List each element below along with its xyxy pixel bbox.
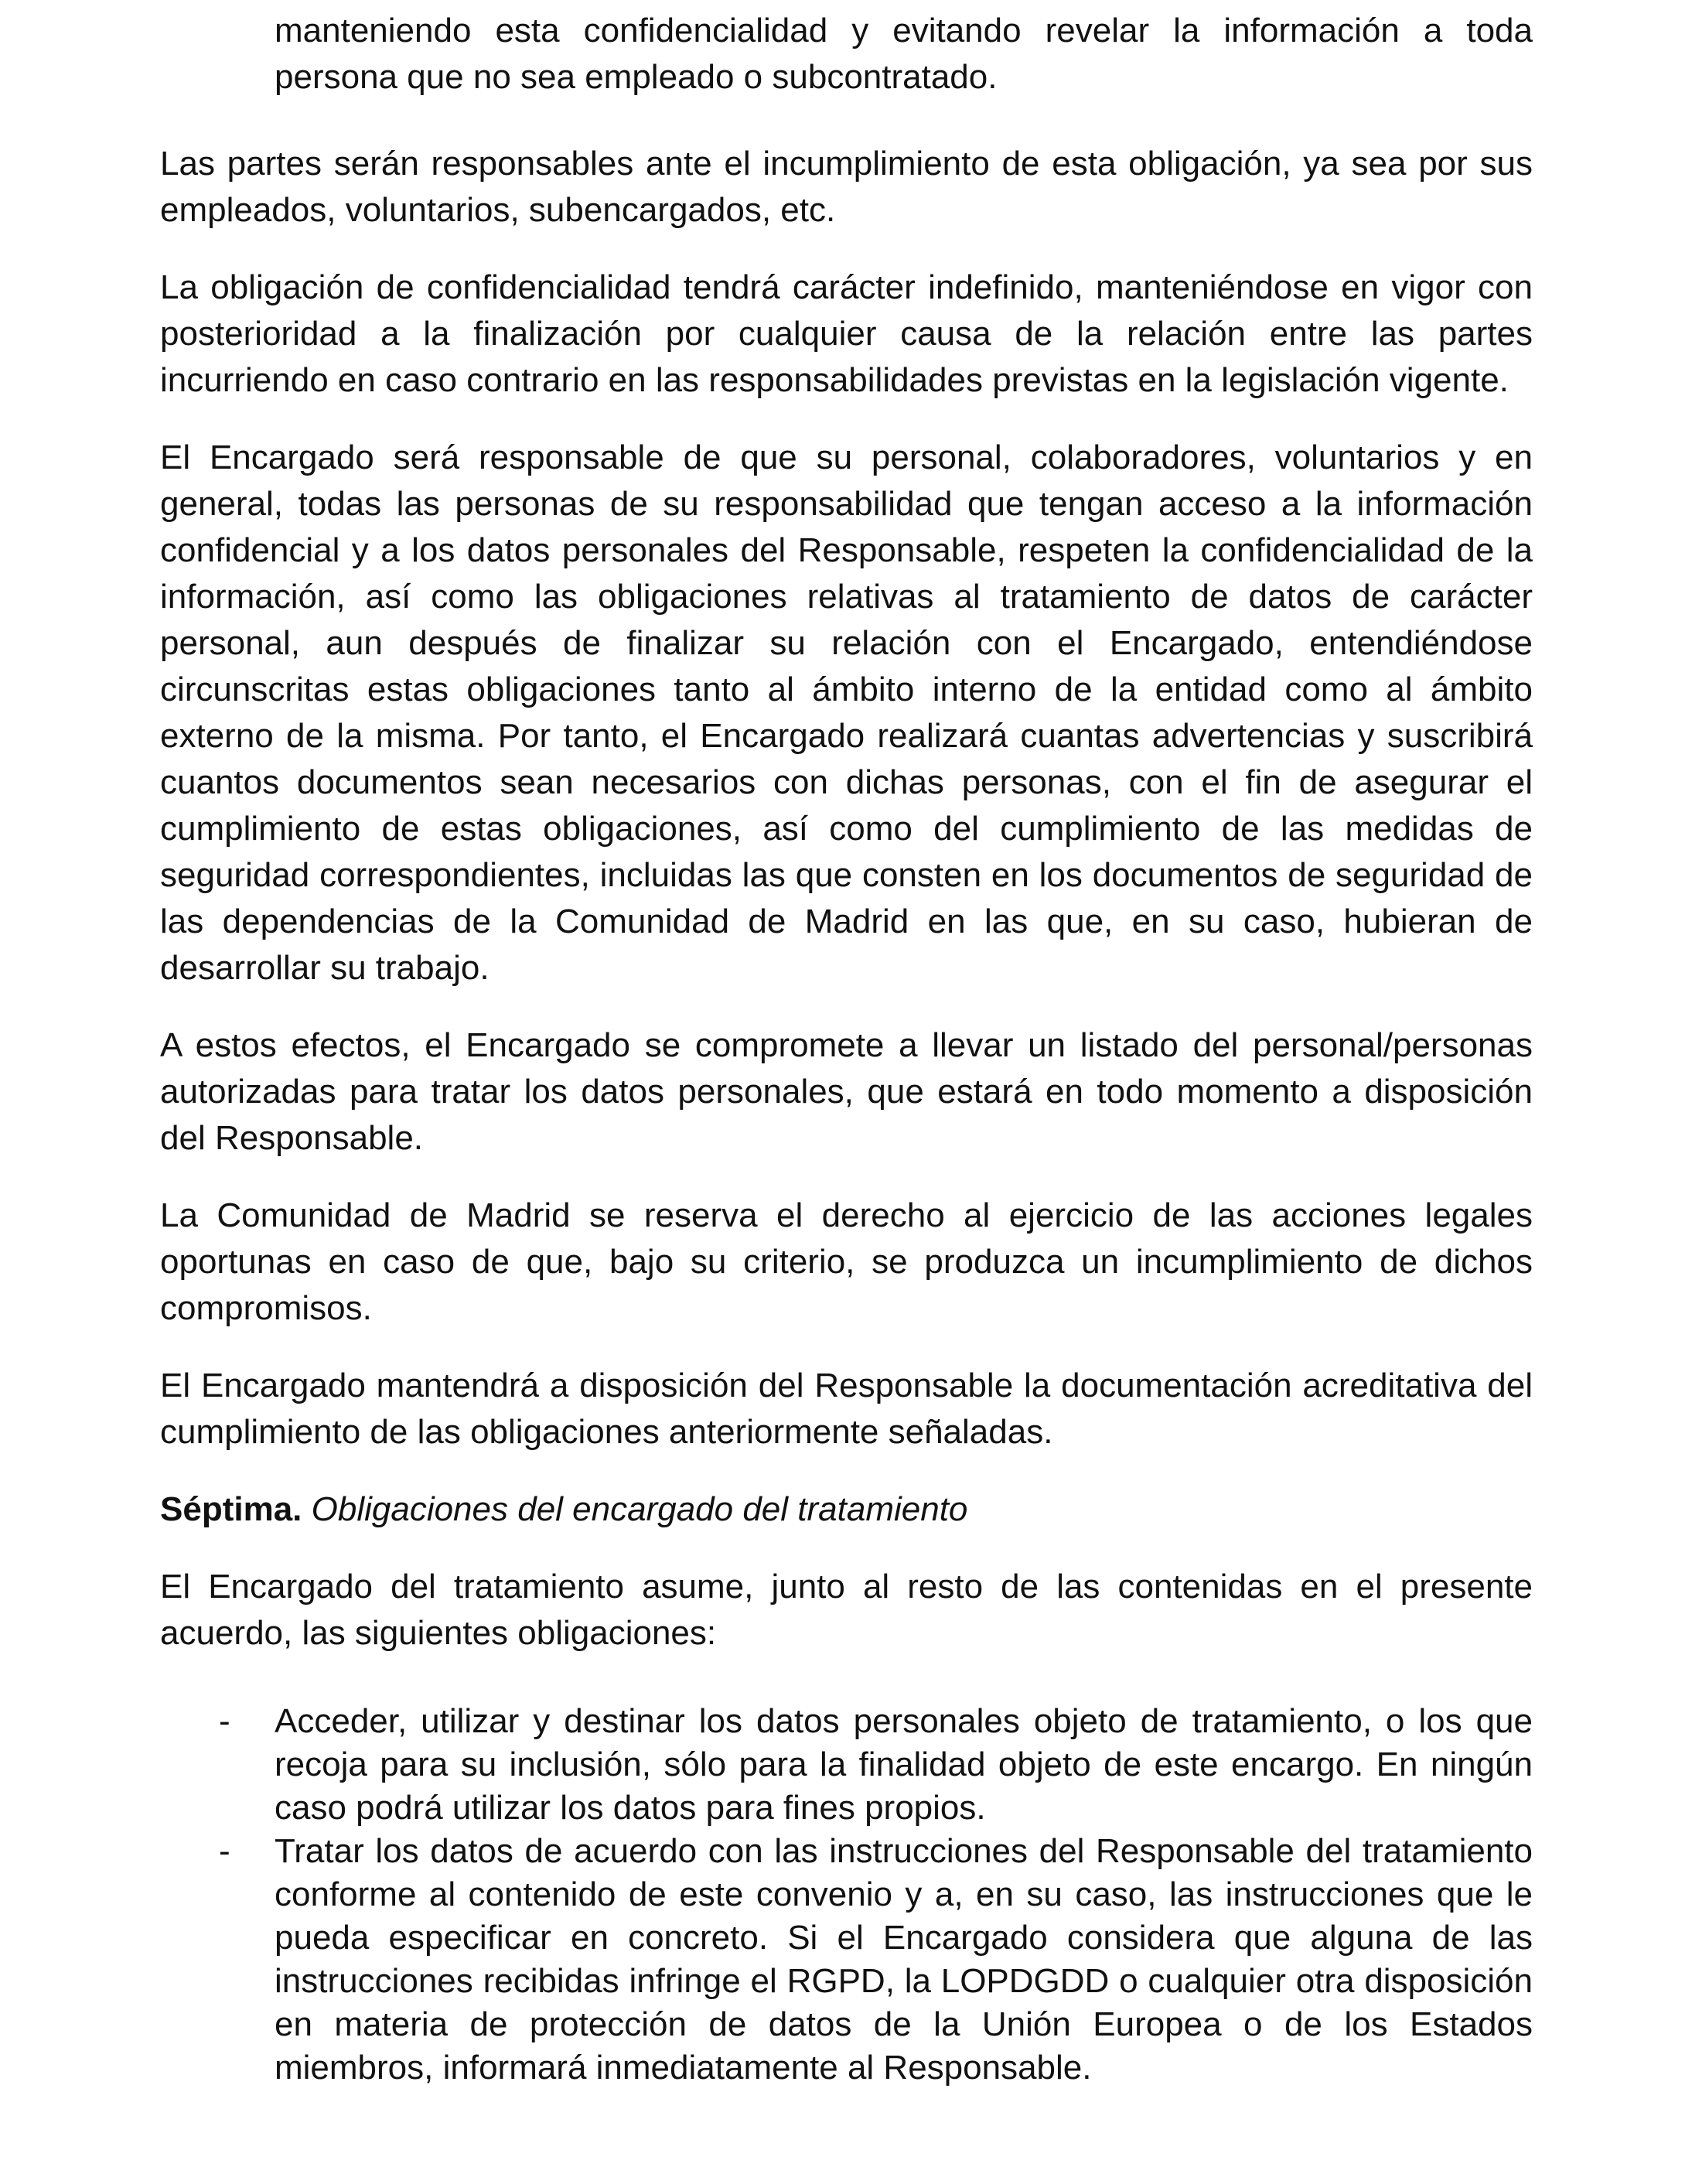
list-item-text: Acceder, utilizar y destinar los datos personales objeto de tratamiento, o los que recoja para su inclusión, sólo para la finalidad objeto de este encargo. En ningún caso podrá utilizar los datos para fines propios. (275, 1702, 1533, 1827)
bullet-dash: - (219, 1832, 230, 1870)
obligations-intro: El Encargado del tratamiento asume, junto al resto de las contenidas en el presente acuerdo, las siguientes obligaciones: (160, 1568, 1533, 1652)
section-number: Séptima. (160, 1490, 302, 1528)
paragraph-listado-personal: A estos efectos, el Encargado se compromete a llevar un listado del personal/personas autorizadas para tratar los datos personales, que estará en todo momento a disposición del Responsable. (160, 1026, 1533, 1157)
section-title: Obligaciones del encargado del tratamiento (311, 1490, 968, 1528)
paragraph-acciones-legales: La Comunidad de Madrid se reserva el derecho al ejercicio de las acciones legales oportunas en caso de que, bajo su criterio, se produzca un incumplimiento de dichos compromisos. (160, 1196, 1533, 1327)
paragraph-responsabilidad-personal: El Encargado será responsable de que su personal, colaboradores, voluntarios y en general, todas las personas de su responsabilidad que tengan acceso a la información confidencial y a los datos personales del Responsable, respeten la confidencialidad de la información, así como las obligaciones relativas al tratamiento de datos de carácter personal, aun después de finalizar su relación con el Encargado, entendiéndose circunscritas estas obligaciones tanto al ámbito interno de la entidad como al ámbito externo de la misma. Por tanto, el Encargado realizará cuantas advertencias y suscribirá cuantos documentos sean necesarios con dichas personas, con el fin de asegurar el cumplimiento de estas obligaciones, así como del cumplimiento de las medidas de seguridad correspondientes, incluidas las que consten en los documentos de seguridad de las dependencias de la Comunidad de Madrid en las que, en su caso, hubieran de desarrollar su trabajo. (160, 439, 1533, 987)
list-item (160, 1700, 1533, 1830)
section-heading (160, 1486, 1533, 1533)
continued-paragraph: manteniendo esta confidencialidad y evitando revelar la información a toda persona que no sea empleado o subcontratado. (275, 12, 1533, 96)
paragraph-confidencialidad-indefinida: La obligación de confidencialidad tendrá carácter indefinido, manteniéndose en vigor con posterioridad a la finalización por cualquier causa de la relación entre las partes incurriendo en caso contrario en las responsabilidades previstas en la legislación vigente. (160, 268, 1533, 399)
obligations-list (160, 1700, 1533, 2090)
list-item (160, 1830, 1533, 2090)
paragraph-responsabilidad-partes: Las partes serán responsables ante el incumplimiento de esta obligación, ya sea por sus empleados, voluntarios, subencargados, etc. (160, 145, 1533, 229)
bullet-dash: - (219, 1702, 230, 1740)
paragraph-documentacion-acreditativa: El Encargado mantendrá a disposición del Responsable la documentación acreditativa del cumplimiento de las obligaciones anteriormente señaladas. (160, 1367, 1533, 1451)
list-item-text: Tratar los datos de acuerdo con las instrucciones del Responsable del tratamiento conforme al contenido de este convenio y a, en su caso, las instrucciones que le pueda especificar en concreto. Si el Encargado considera que alguna de las instrucciones recibidas infringe el RGPD, la LOPDGDD o cualquier otra disposición en materia de protección de datos de la Unión Europea o de los Estados miembros, informará inmediatamente al Responsable. (275, 1832, 1533, 2087)
document-page (160, 8, 1533, 2090)
